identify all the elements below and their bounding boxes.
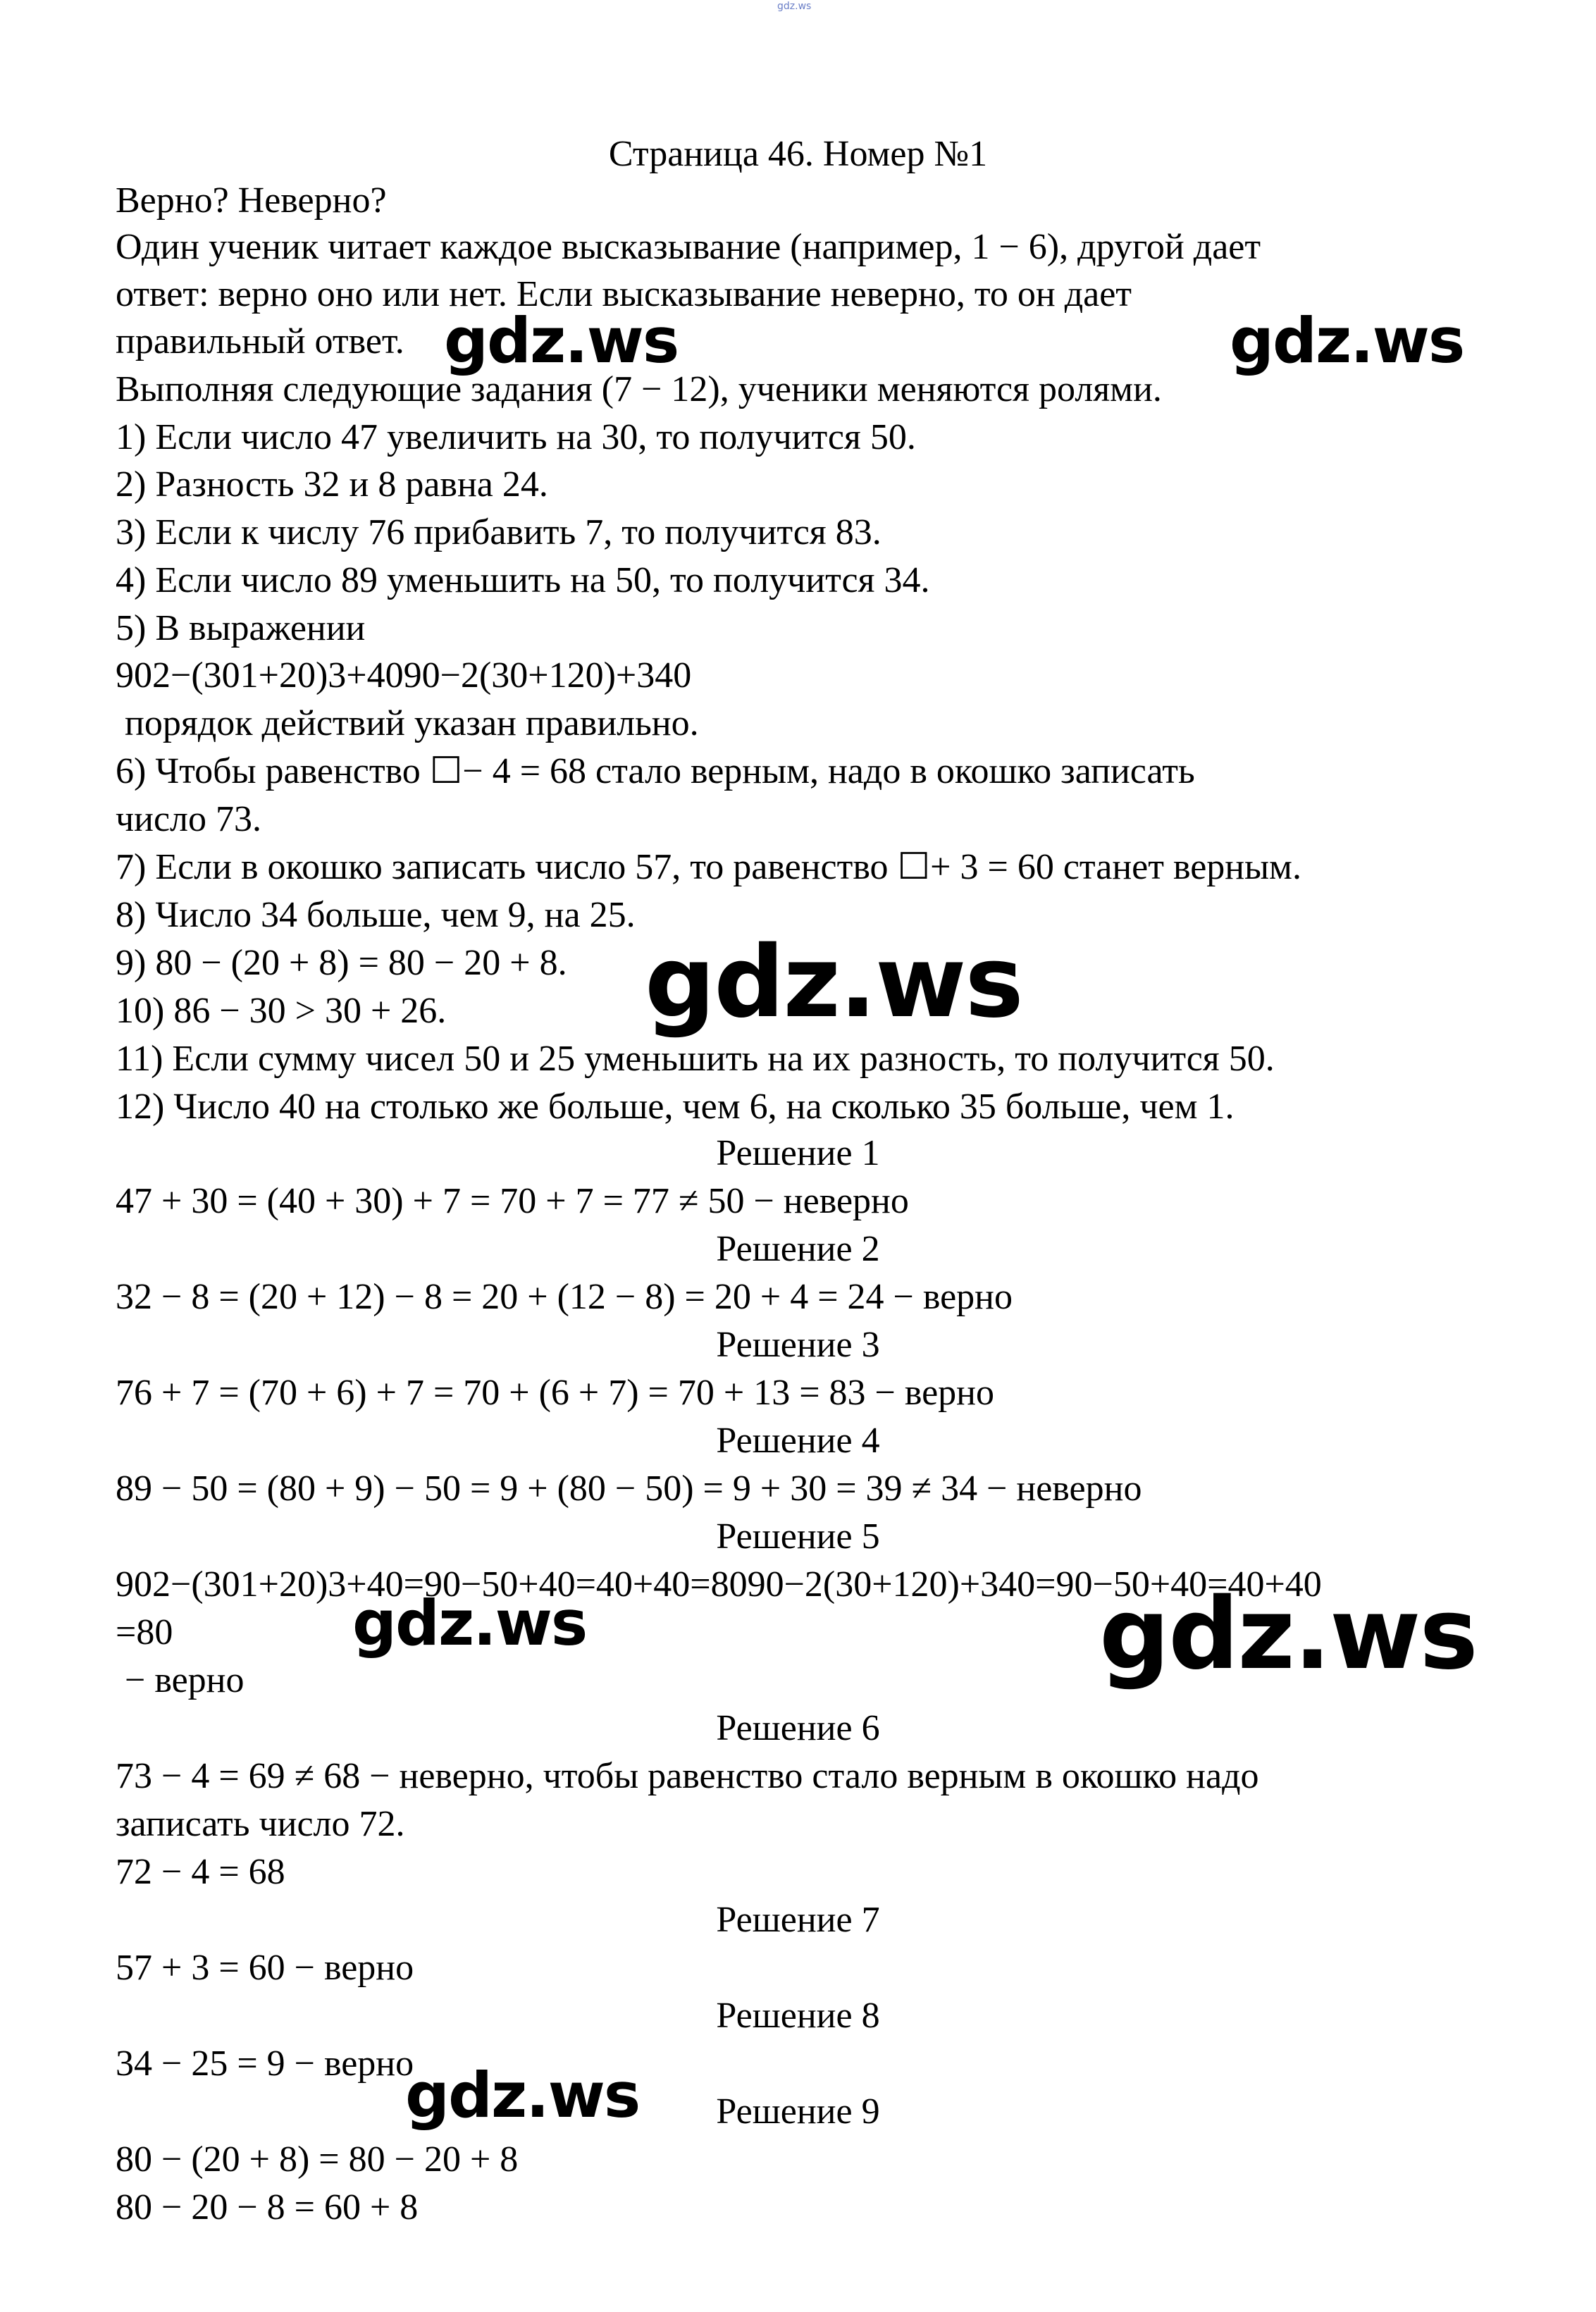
solution-line: 902−(301+20)3+40=90−50+40=40+40=8090−2(30+120)+340=90−50+40=40+40 — [116, 1564, 1322, 1605]
task-subtitle: Верно? Неверно? — [116, 180, 387, 221]
solution-line: =80 — [116, 1612, 173, 1652]
solution-heading: Решение 3 — [716, 1325, 880, 1365]
expression: 902−(301+20)3+4090−2(30+120)+340 — [116, 655, 692, 696]
statement: 7) Если в окошко записать число 57, то равенство ☐+ 3 = 60 станет верным. — [116, 847, 1301, 887]
watermark: gdz.ws — [1099, 1577, 1477, 1692]
statement: 1) Если число 47 увеличить на 30, то получится 50. — [116, 417, 916, 457]
watermark: gdz.ws — [405, 2059, 640, 2132]
solution-heading: Решение 8 — [716, 1996, 880, 2036]
solution-heading: Решение 5 — [716, 1516, 880, 1557]
watermark: gdz.ws — [444, 304, 679, 377]
page-title: Страница 46. Номер №1 — [608, 134, 988, 174]
solution-line: 80 − (20 + 8) = 80 − 20 + 8 — [116, 2139, 519, 2180]
header-watermark: gdz.ws — [777, 1, 812, 12]
watermark: gdz.ws — [1230, 304, 1464, 377]
solution-heading: Решение 2 — [716, 1229, 880, 1269]
solution-line: 80 − 20 − 8 = 60 + 8 — [116, 2187, 419, 2227]
statement: 12) Число 40 на столько же больше, чем 6, на сколько 35 больше, чем 1. — [116, 1087, 1235, 1127]
watermark: gdz.ws — [645, 925, 1022, 1040]
statement: число 73. — [116, 799, 262, 839]
solution-line: − верно — [116, 1660, 245, 1700]
solution-line: 47 + 30 = (40 + 30) + 7 = 70 + 7 = 77 ≠ 50 − неверно — [116, 1181, 909, 1221]
solution-line: 76 + 7 = (70 + 6) + 7 = 70 + (6 + 7) = 70 + 13 = 83 − верно — [116, 1373, 995, 1413]
solution-line: 72 − 4 = 68 — [116, 1852, 285, 1892]
statement: 4) Если число 89 уменьшить на 50, то получится 34. — [116, 560, 930, 600]
solution-line: 32 − 8 = (20 + 12) − 8 = 20 + (12 − 8) = 20 + 4 = 24 − верно — [116, 1277, 1013, 1317]
statement: порядок действий указан правильно. — [116, 703, 699, 743]
watermark: gdz.ws — [352, 1587, 587, 1659]
statement: 5) В выражении — [116, 608, 366, 648]
solution-line: 34 − 25 = 9 − верно — [116, 2044, 414, 2084]
statement: 10) 86 − 30 > 30 + 26. — [116, 991, 447, 1031]
intro-line: правильный ответ. — [116, 321, 404, 361]
solution-line: записать число 72. — [116, 1804, 405, 1844]
statement: 11) Если сумму чисел 50 и 25 уменьшить на их разность, то получится 50. — [116, 1039, 1275, 1079]
statement: 9) 80 − (20 + 8) = 80 − 20 + 8. — [116, 943, 567, 983]
solution-heading: Решение 1 — [716, 1133, 880, 1173]
solution-line: 89 − 50 = (80 + 9) − 50 = 9 + (80 − 50) = 9 + 30 = 39 ≠ 34 − неверно — [116, 1469, 1142, 1509]
solution-heading: Решение 7 — [716, 1900, 880, 1940]
statement: 3) Если к числу 76 прибавить 7, то получится 83. — [116, 512, 881, 552]
statement: 8) Число 34 больше, чем 9, на 25. — [116, 895, 636, 935]
solution-line: 57 + 3 = 60 − верно — [116, 1948, 414, 1988]
intro-line: ответ: верно оно или нет. Если высказывание неверно, то он дает — [116, 274, 1132, 314]
solution-line: 73 − 4 = 69 ≠ 68 − неверно, чтобы равенство стало верным в окошко надо — [116, 1756, 1259, 1796]
statement: 2) Разность 32 и 8 равна 24. — [116, 464, 548, 505]
solution-heading: Решение 6 — [716, 1708, 880, 1748]
intro-line: Выполняя следующие задания (7 − 12), ученики меняются ролями. — [116, 369, 1162, 409]
statement: 6) Чтобы равенство ☐− 4 = 68 стало верным, надо в окошко записать — [116, 751, 1195, 791]
solution-heading: Решение 4 — [716, 1421, 880, 1461]
solution-heading: Решение 9 — [716, 2091, 880, 2132]
intro-line: Один ученик читает каждое высказывание (например, 1 − 6), другой дает — [116, 227, 1261, 267]
